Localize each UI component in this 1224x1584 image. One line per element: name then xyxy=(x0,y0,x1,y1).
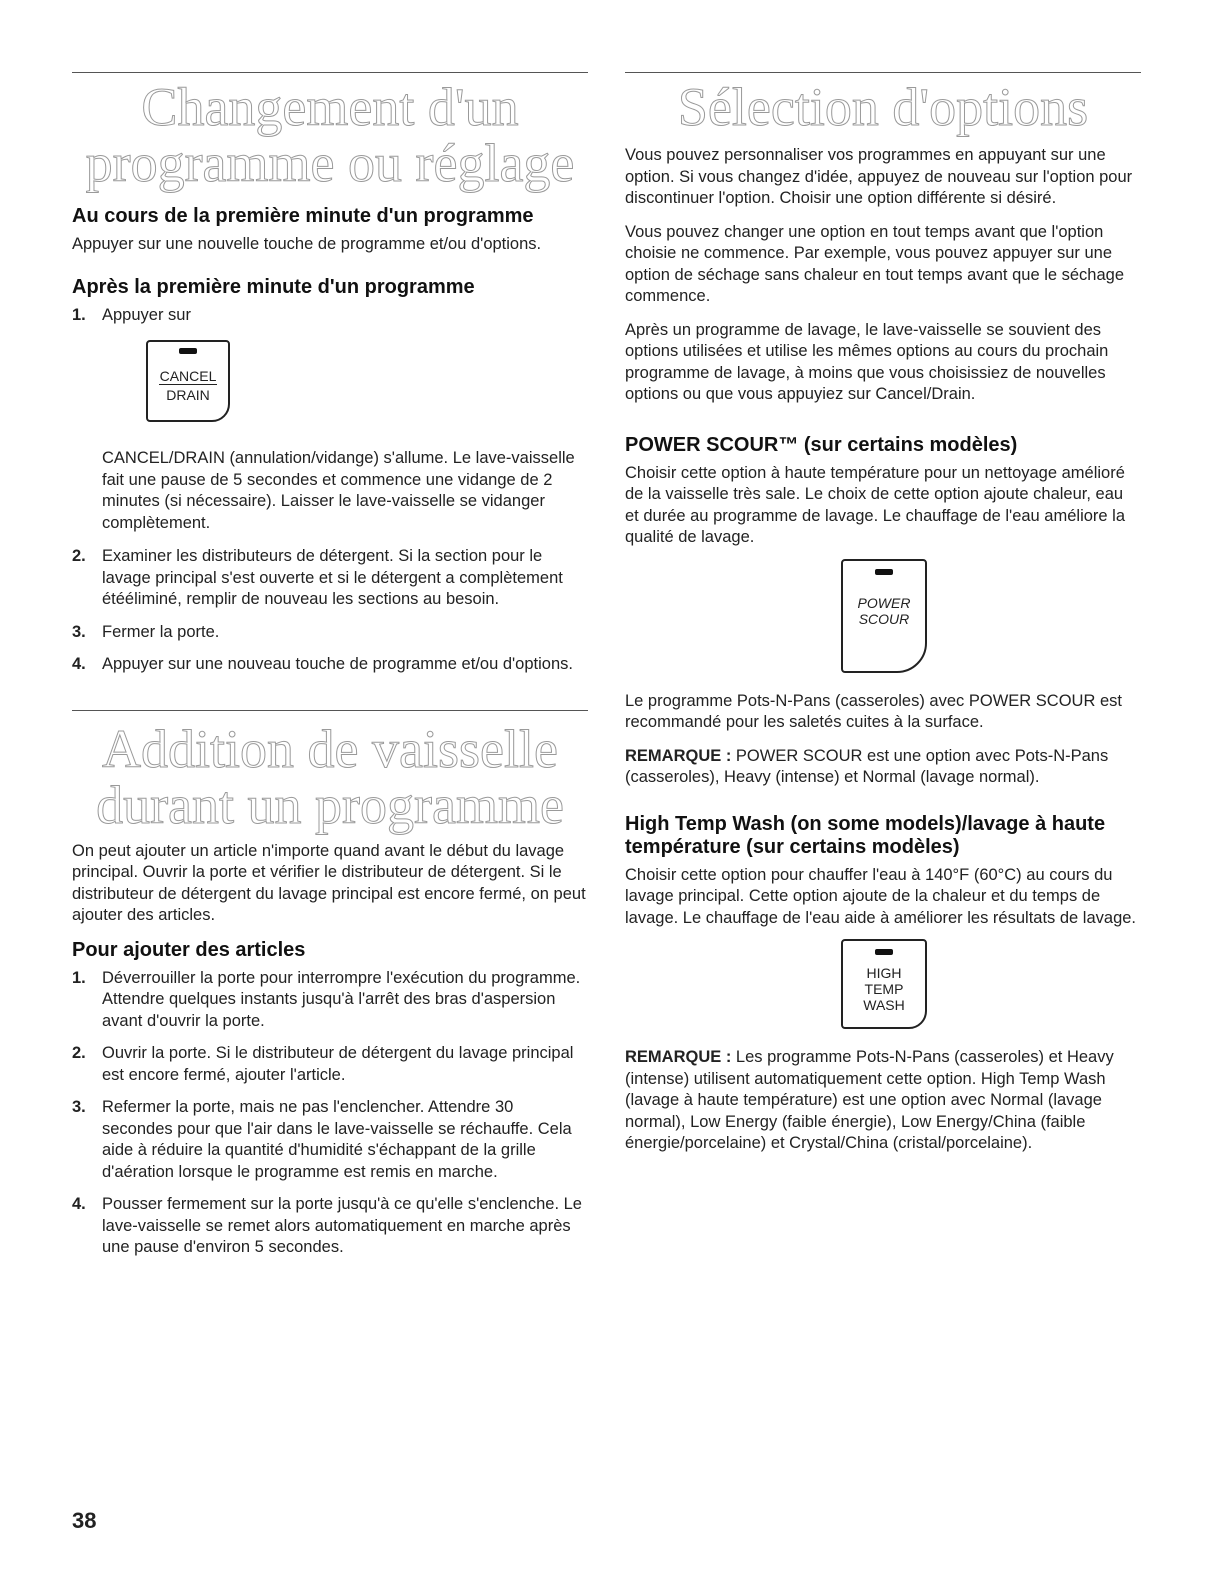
right-column xyxy=(625,72,1141,1167)
steps-add-list xyxy=(72,968,588,1259)
para-power-scour: Choisir cette option à haute température pour un nettoyage amélioré de la vaisselle très sale. Le choix de cette option ajoute chaleur, eau et durée au programme de lavage. Le chauffage de l'eau améliore la qualité de lavage. xyxy=(625,463,1126,546)
heading-first-minute: Au cours de la première minute d'un programme xyxy=(72,205,534,227)
para-options-2: Vous pouvez changer une option en tout temps avant que l'option choisie ne commence. Par exemple, vous pouvez appuyer sur une option de séchage sans chaleur en tout temps avant que le séchage commence. xyxy=(625,222,1125,305)
list-number: 4. xyxy=(72,655,86,673)
list-text: Examiner les distributeurs de détergent. Si la section pour le lavage principal s'est ouverte et si le détergent a complètement étééliminé, remplir de nouveau les sections au besoin. xyxy=(102,547,563,608)
list-text: Refermer la porte, mais ne pas l'enclencher. Attendre 30 secondes pour que l'air dans le lave-vaisselle se réchauffe. Cela aide à réduire la quantité d'humidité s'échappant de la grille d'aération lorsque le programme est remis en marche. xyxy=(102,1098,572,1181)
section-rule xyxy=(625,72,1141,73)
indicator-light-icon xyxy=(179,348,197,354)
para-pots-n-pans: Le programme Pots-N-Pans (casseroles) avec POWER SCOUR est recommandé pour les saletés cuites à la surface. xyxy=(625,691,1122,731)
list-item xyxy=(72,654,588,676)
list-number: 2. xyxy=(72,547,86,565)
section-rule xyxy=(72,710,588,711)
para-options-3: Après un programme de lavage, le lave-vaisselle se souvient des options utilisées et utilise les mêmes options au cours du prochain programme de lavage, à moins que vous choisissiez de nouvelles options ou que vous appuyiez sur Cancel/Drain. xyxy=(625,320,1109,403)
indicator-light-icon xyxy=(875,949,893,955)
list-item: 1. Appuyer sur xyxy=(72,305,191,324)
steps-after-list xyxy=(72,546,588,676)
list-number: 1. xyxy=(72,968,86,987)
list-text: Déverrouiller la porte pour interrompre l'exécution du programme. Attendre quelques instants jusqu'à l'arrêt des bras d'aspersion avant d'ouvrir la porte. xyxy=(102,968,581,1030)
indicator-light-icon xyxy=(875,569,893,575)
section-title-changement: Changement d'un programme ou réglage xyxy=(85,77,575,193)
left-column xyxy=(72,72,588,1270)
note-power-scour: REMARQUE : POWER SCOUR est une option avec Pots-N-Pans (casseroles), Heavy (intense) et Normal (lavage normal). xyxy=(625,746,1109,786)
list-text: Appuyer sur une nouveau touche de programme et/ou d'options. xyxy=(102,655,573,673)
list-item xyxy=(72,546,588,611)
steps-after-minute xyxy=(72,305,588,327)
list-text: Pousser fermement sur la porte jusqu'à ce qu'elle s'enclenche. Le lave-vaisselle se remet alors automatiquement en marche après une pause d'environ 5 secondes. xyxy=(102,1195,582,1256)
section-title-selection: Sélection d'options xyxy=(677,77,1089,137)
para-high-temp: Choisir cette option pour chauffer l'eau à 140°F (60°C) au cours du lavage principal. Cette option ajoute de la chaleur et du temps de lavage. Le chauffage de l'eau aide à améliorer les résultats de lavage. xyxy=(625,865,1137,927)
section-title-addition: Addition de vaisselle durant un programme xyxy=(96,718,564,835)
list-item xyxy=(72,622,588,644)
para-options-1: Vous pouvez personnaliser vos programmes en appuyant sur une option. Si vous changez d'idée, appuyez de nouveau sur l'option pour discontinuer l'option. Choisir une option différente si désiré. xyxy=(625,146,1133,207)
para-addition: On peut ajouter un article n'importe quand avant le début du lavage principal. Ouvrir la porte et vérifier le distributeur de détergent. Si le distributeur de détergent du lavage principal est encore fermé, on peut ajouter des articles. xyxy=(72,841,586,924)
heading-high-temp: High Temp Wash (on some models)/lavage à haute température (sur certains modèles) xyxy=(625,812,1106,858)
list-item xyxy=(72,1194,588,1259)
para-cancel-drain: CANCEL/DRAIN (annulation/vidange) s'allume. Le lave-vaisselle fait une pause de 5 secondes et commence une vidange de 2 minutes (si nécessaire). Laisser le lave-vaisselle se vidanger complètement. xyxy=(102,449,575,532)
section-rule xyxy=(72,72,588,73)
list-item xyxy=(72,1043,588,1086)
heading-add-items: Pour ajouter des articles xyxy=(72,938,306,961)
list-number: 3. xyxy=(72,1098,86,1116)
list-number: 4. xyxy=(72,1195,86,1213)
high-temp-wash-key-icon: HIGH TEMP WASH xyxy=(841,939,927,1029)
heading-after-minute: Après la première minute d'un programme xyxy=(72,275,475,298)
list-item xyxy=(72,968,588,1033)
list-item xyxy=(72,1097,588,1183)
list-number: 3. xyxy=(72,622,86,641)
list-text: Fermer la porte. xyxy=(102,622,220,641)
cancel-drain-key-icon: CANCEL DRAIN xyxy=(146,340,230,422)
note-high-temp: REMARQUE : Les programme Pots-N-Pans (casseroles) et Heavy (intense) utilisent automatiquement cette option. High Temp Wash (lavage à haute température) est une option avec Normal (lavage normal), Low Energy (faible énergie), Low Energy/China (faible énergie/porcelaine) et Crystal/China (cristal/porcelaine). xyxy=(625,1048,1114,1152)
para-first-minute: Appuyer sur une nouvelle touche de programme et/ou d'options. xyxy=(72,235,542,253)
heading-power-scour: POWER SCOUR™ (sur certains modèles) xyxy=(625,433,1018,456)
page-number: 38 xyxy=(72,1508,97,1533)
power-scour-key-icon: POWER SCOUR xyxy=(841,559,927,673)
list-text: Ouvrir la porte. Si le distributeur de détergent du lavage principal est encore fermé, ajouter l'article. xyxy=(102,1044,574,1084)
list-number: 2. xyxy=(72,1044,86,1062)
